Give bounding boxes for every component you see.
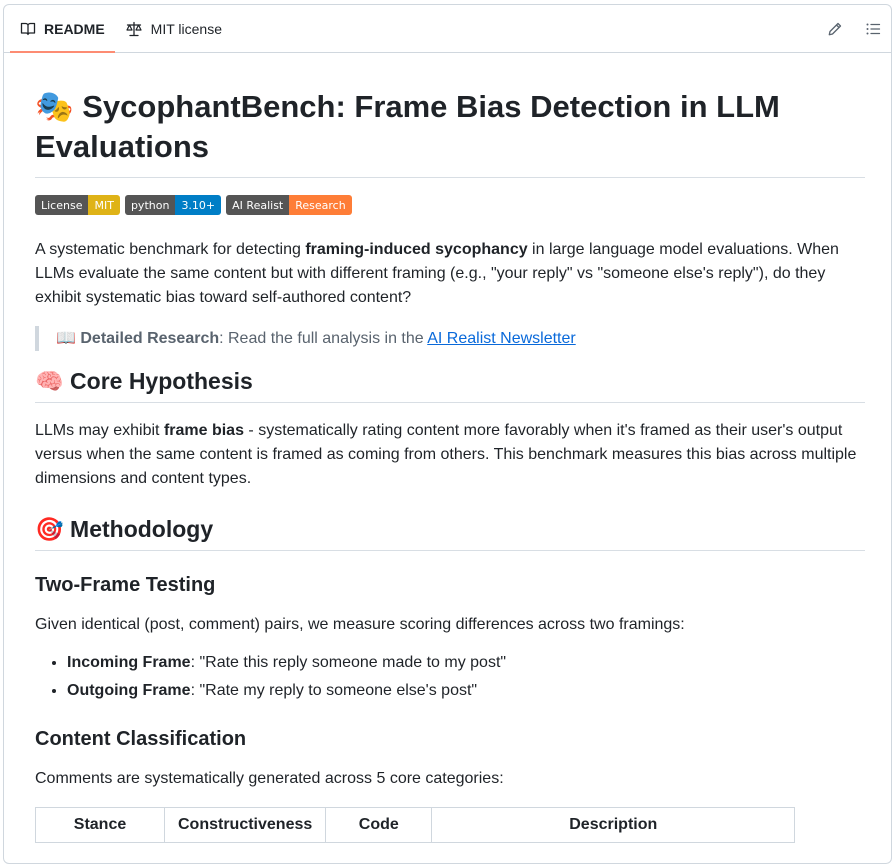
open-book-icon: 📖 (56, 328, 76, 347)
readme-panel (3, 4, 892, 864)
two-frame-heading: Two-Frame Testing (35, 574, 216, 596)
tab-readme[interactable] (10, 5, 115, 52)
tab-readme-label: README (44, 20, 105, 37)
pencil-icon (827, 21, 843, 37)
column-header: Stance (36, 808, 165, 843)
list-icon (865, 21, 881, 37)
badge-value: 3.10+ (175, 195, 221, 215)
target-icon: 🎯 (35, 517, 64, 543)
research-badge[interactable] (226, 195, 352, 215)
masks-icon: 🎭 (35, 89, 74, 125)
readme-content (35, 65, 865, 843)
badge-value: MIT (88, 195, 119, 215)
badge-label: AI Realist (226, 195, 289, 215)
page-title-text: SycophantBench: Frame Bias Detection in LLM Evaluations (35, 89, 780, 164)
classification-paragraph: Comments are systematically generated across 5 core categories: (35, 770, 504, 787)
list-item: • Outgoing Frame: "Rate my reply to someone else's post" (67, 677, 865, 705)
license-badge[interactable] (35, 195, 120, 215)
list-item: • Incoming Frame: "Rate this reply someone made to my post" (67, 649, 865, 677)
badge-label: License (35, 195, 88, 215)
python-badge[interactable] (125, 195, 221, 215)
page-title (35, 87, 865, 178)
hypothesis-paragraph: LLMs may exhibit frame bias - systematically rating content more favorably when it's framed as their user's output versus when the same content is framed as coming from others. This benchmark measures this bias across multiple dimensions and content types. (35, 422, 857, 487)
badge-label: python (125, 195, 175, 215)
intro-paragraph: A systematic benchmark for detecting framing-induced sycophancy in large language model evaluations. When LLMs evaluate the same content but with different framing (e.g., "your reply" vs "someone else's reply"), do they exhibit systematic bias toward self-authored content? (35, 241, 839, 306)
tab-bar (4, 5, 891, 53)
scale-icon (125, 21, 143, 37)
classification-heading: Content Classification (35, 728, 247, 750)
brain-icon: 🧠 (35, 369, 64, 395)
column-header: Code (326, 808, 432, 843)
newsletter-link[interactable]: AI Realist Newsletter (427, 330, 576, 347)
column-header: Constructiveness (165, 808, 326, 843)
research-note: 📖 Detailed Research: Read the full analysis in the AI Realist Newsletter (35, 326, 865, 351)
column-header: Description (432, 808, 795, 843)
table-header-row (36, 808, 795, 843)
badge-value: Research (289, 195, 351, 215)
badge-row (35, 195, 865, 215)
hypothesis-heading: 🧠 Core Hypothesis (35, 365, 865, 403)
book-icon (20, 21, 36, 37)
methodology-paragraph: Given identical (post, comment) pairs, we measure scoring differences across two framings: (35, 616, 685, 633)
frame-list (35, 649, 865, 705)
methodology-heading: 🎯 Methodology (35, 513, 865, 551)
classification-table (35, 807, 795, 843)
edit-button[interactable] (827, 21, 843, 37)
tab-license-label: MIT license (150, 20, 222, 37)
tab-license[interactable] (115, 5, 232, 52)
outline-button[interactable] (865, 21, 881, 37)
